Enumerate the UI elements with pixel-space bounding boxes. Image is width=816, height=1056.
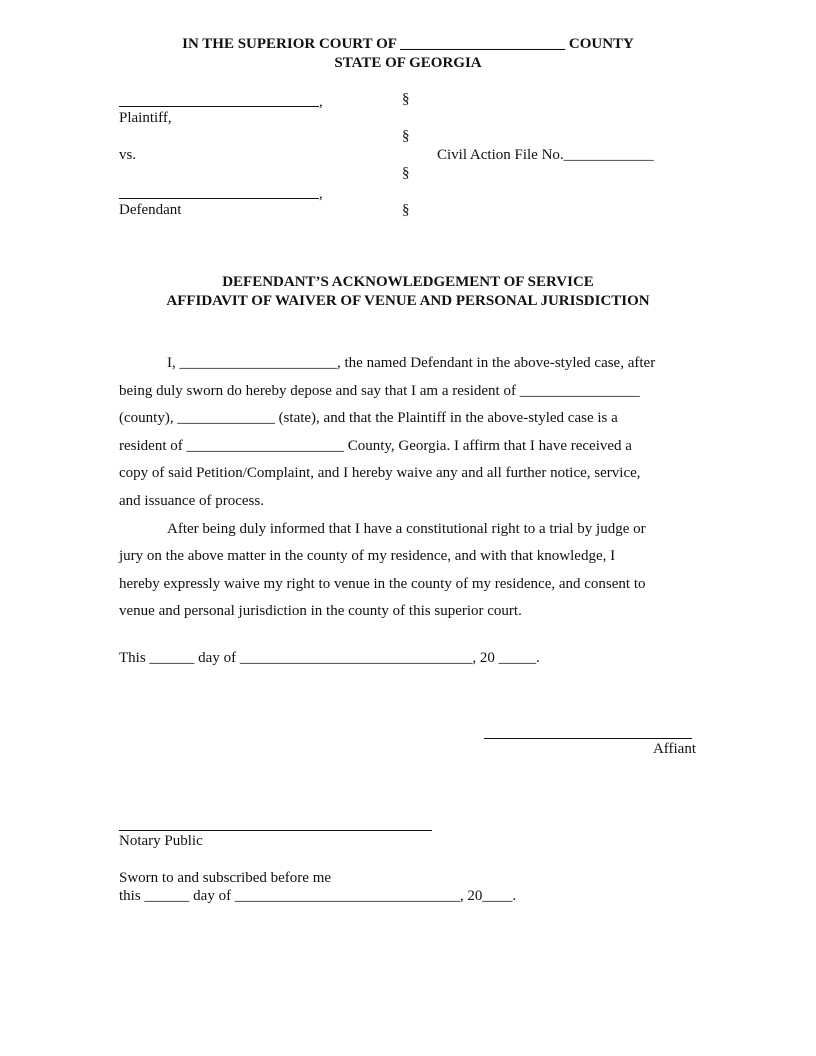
notary-label: Notary Public	[119, 833, 203, 849]
sworn-statement: Sworn to and subscribed before me	[119, 870, 332, 886]
document-title: DEFENDANT’S ACKNOWLEDGEMENT OF SERVICE	[222, 274, 594, 290]
body-line: After being duly informed that I have a constitutional right to a trial by judge or	[167, 521, 646, 537]
body-line: venue and personal jurisdiction in the county of this superior court.	[119, 603, 522, 619]
body-line: copy of said Petition/Complaint, and I hereby waive any and all further notice, service,	[119, 465, 641, 481]
body-line: I, _____________________, the named Defendant in the above-styled case, after	[167, 355, 656, 371]
civil-action-file-no: Civil Action File No.____________	[437, 147, 654, 163]
body-line: hereby expressly waive my right to venue in the county of my residence, and consent to	[119, 576, 646, 592]
body-line: jury on the above matter in the county of my residence, and with that knowledge, I	[119, 548, 616, 564]
section-mark: §	[402, 202, 410, 218]
plaintiff-label: Plaintiff,	[119, 110, 172, 126]
body-line: being duly sworn do hereby depose and say that I am a resident of ________________	[119, 383, 640, 399]
document-subtitle: AFFIDAVIT OF WAIVER OF VENUE AND PERSONAL JURISDICTION	[166, 293, 650, 309]
section-mark: §	[402, 91, 410, 107]
affiant-label: Affiant	[652, 741, 696, 757]
defendant-signature-line	[119, 198, 319, 199]
body-line: (county), _____________ (state), and that the Plaintiff in the above-styled case is a	[119, 410, 618, 426]
notary-date-line: this ______ day of ______________________________, 20____.	[119, 888, 517, 904]
court-header: IN THE SUPERIOR COURT OF ______________________ COUNTY	[182, 36, 634, 52]
vs-label: vs.	[119, 147, 137, 163]
defendant-label: Defendant	[119, 202, 182, 218]
court-state: STATE OF GEORGIA	[334, 55, 482, 71]
body-line: and issuance of process.	[119, 493, 264, 509]
plaintiff-comma: ,	[319, 94, 323, 110]
affiant-signature-line	[484, 738, 692, 739]
section-mark: §	[402, 165, 410, 181]
defendant-comma: ,	[319, 186, 323, 202]
plaintiff-signature-line	[119, 106, 319, 107]
notary-signature-line	[119, 830, 432, 831]
section-mark: §	[402, 128, 410, 144]
body-line: resident of _____________________ County, Georgia. I affirm that I have received a	[119, 438, 632, 454]
date-line: This ______ day of _______________________________, 20 _____.	[119, 650, 540, 666]
